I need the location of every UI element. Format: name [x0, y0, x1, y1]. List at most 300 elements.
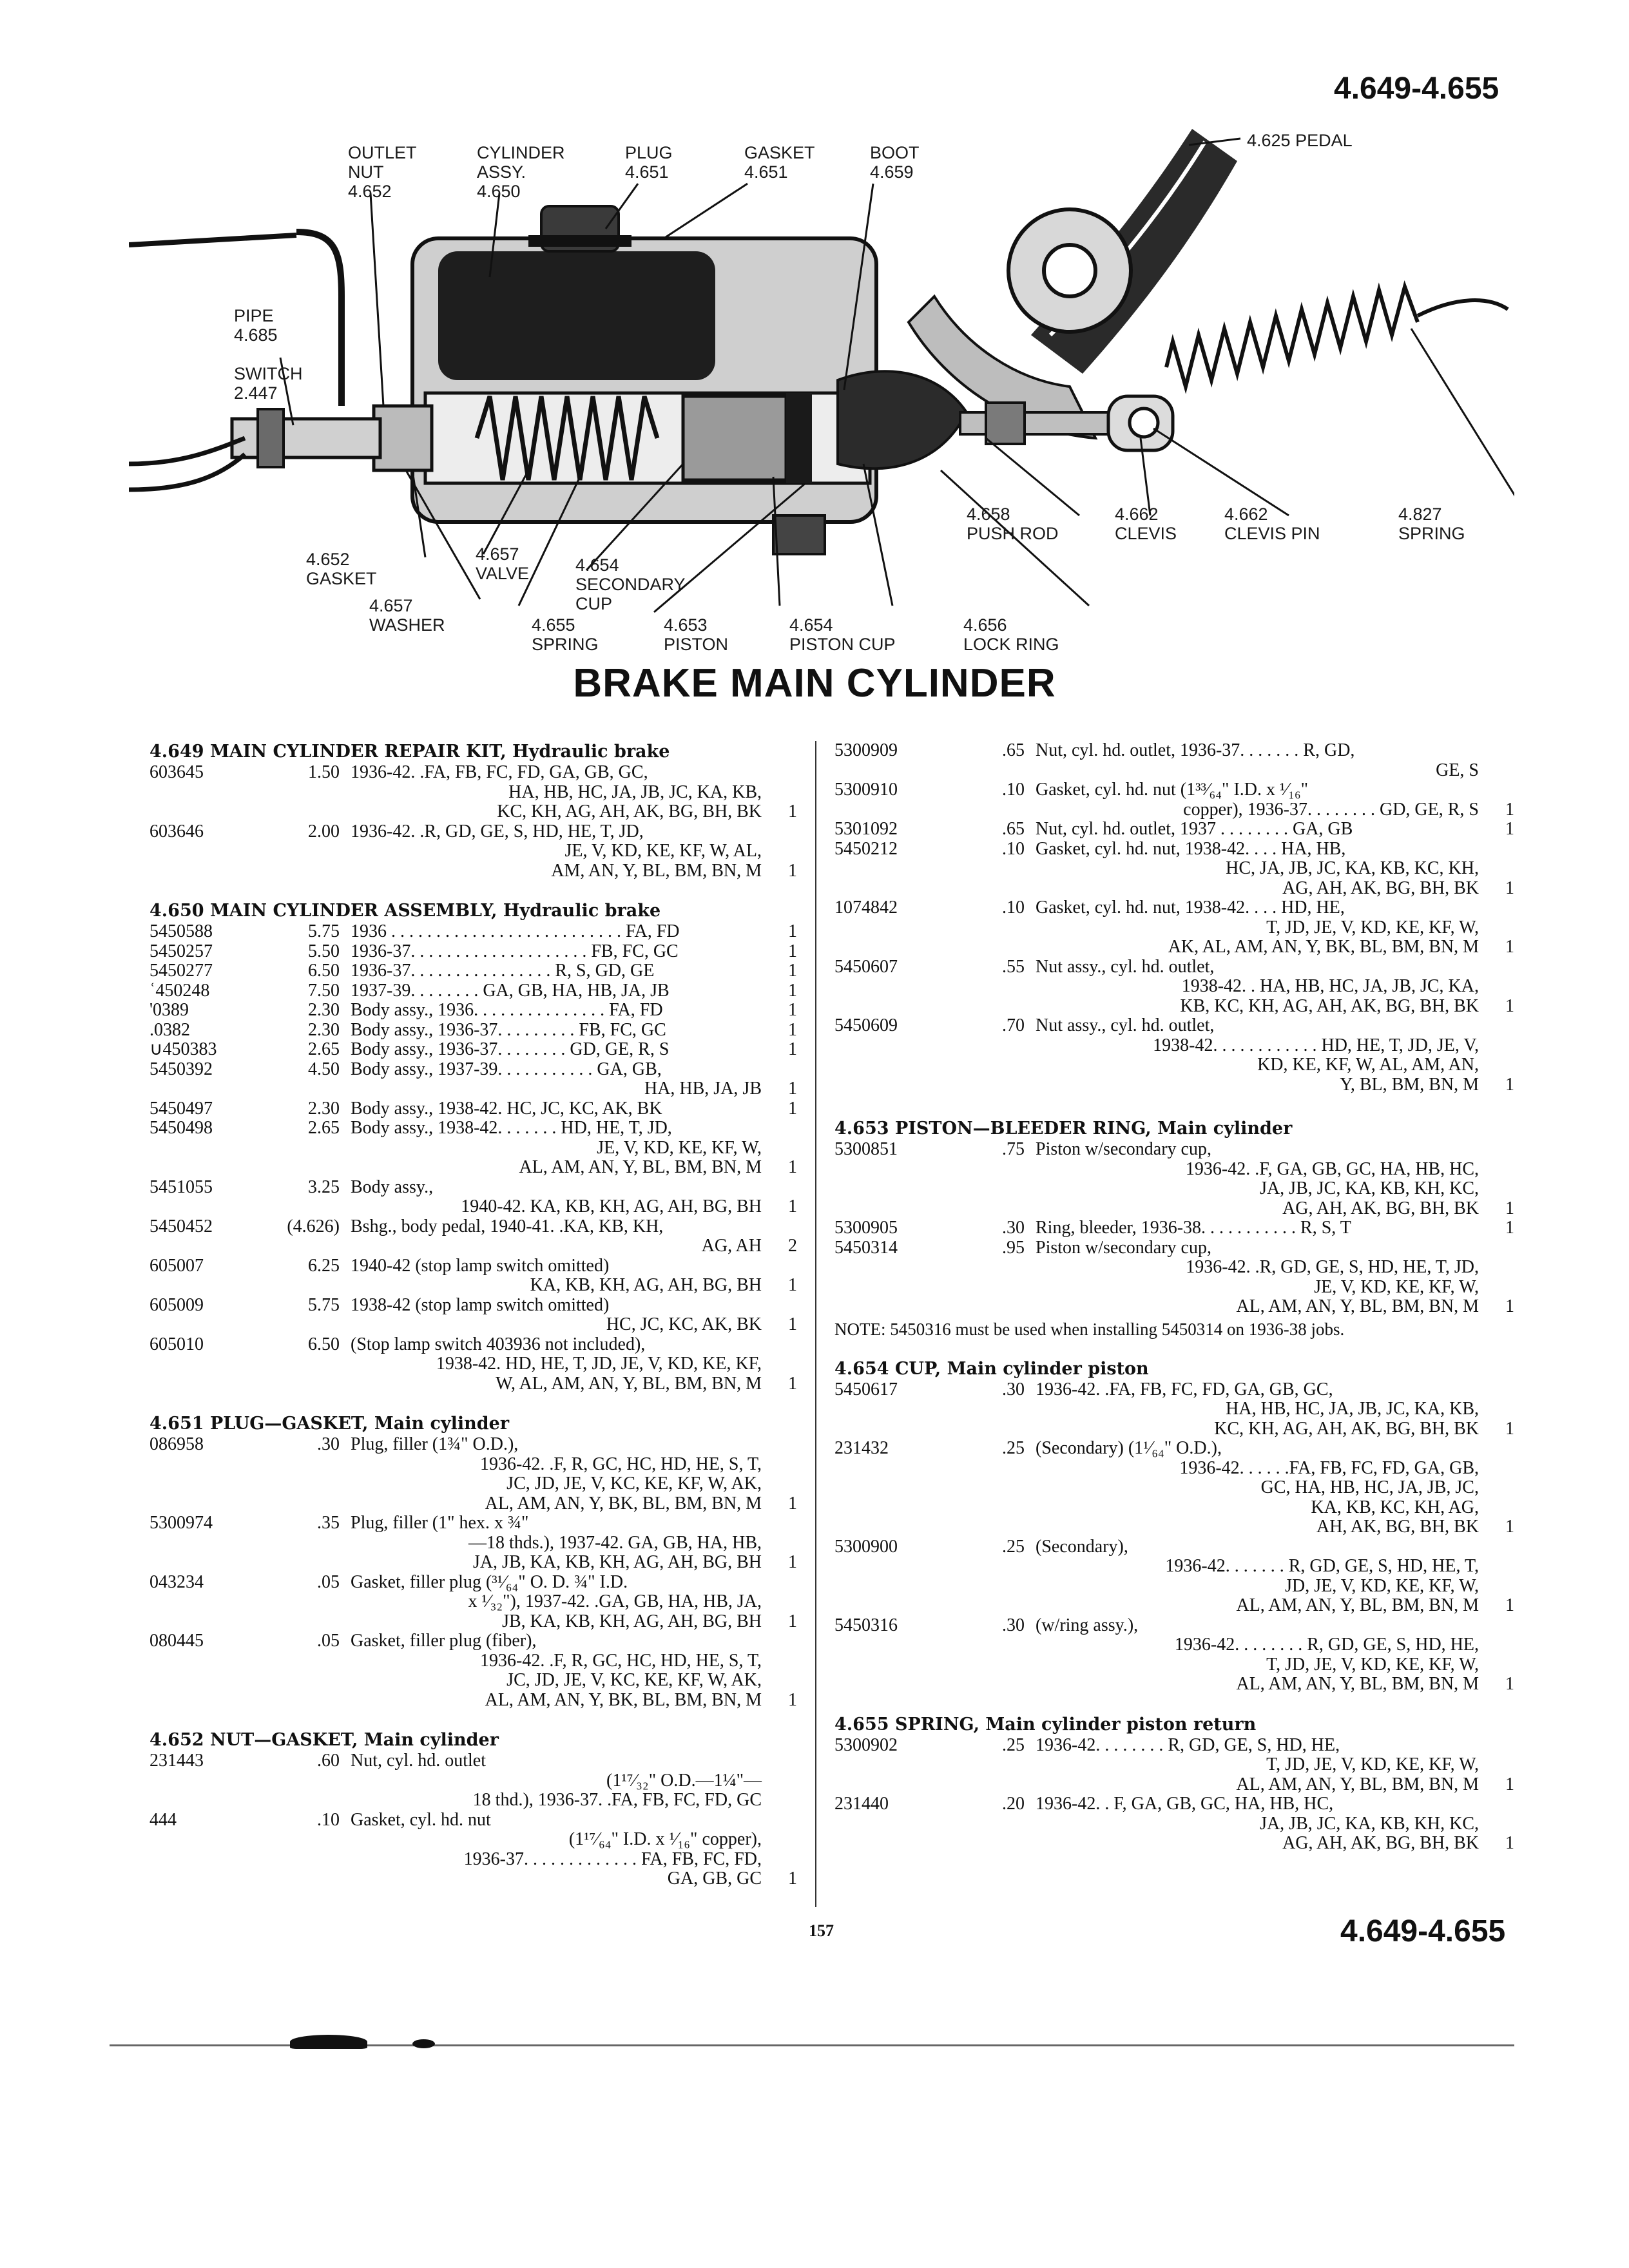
- description-line: JC, JD, JE, V, KC, KE, KF, W, AK,: [506, 1670, 762, 1690]
- description-line: 1936-37. . . . . . . . . . . . . FA, FB, FC, FD,: [463, 1849, 762, 1869]
- part-entry: [149, 922, 797, 942]
- part-description: [1036, 1537, 1479, 1616]
- part-entry: [834, 898, 1514, 957]
- description-line: Gasket, cyl. hd. nut (1³³⁄₆₄" I.D. x ¹⁄₁₆": [1036, 780, 1309, 800]
- part-quantity: 1: [788, 980, 797, 1001]
- part-quantity: 1: [1505, 1517, 1514, 1537]
- part-description: [1036, 1439, 1479, 1537]
- description-line: Gasket, cyl. hd. nut, 1938-42. . . . HA, HB,: [1036, 838, 1346, 859]
- callout-switch: [234, 364, 302, 403]
- part-quantity: 1: [1505, 1674, 1514, 1694]
- description-line: (1¹⁷⁄₃₂" O.D.—1¼"—: [606, 1770, 762, 1791]
- description-line: Nut assy., cyl. hd. outlet,: [1036, 956, 1215, 977]
- description-line: Gasket, cyl. hd. nut: [351, 1809, 491, 1830]
- part-price: 2.30: [308, 1098, 340, 1119]
- description-line: Piston w/secondary cup,: [1036, 1139, 1211, 1159]
- description-line: JE, V, KD, KE, KF, W, AL,: [564, 841, 762, 861]
- part-number: 5450607: [834, 956, 898, 977]
- part-description: [1036, 1794, 1479, 1854]
- part-price: 6.50: [308, 961, 340, 981]
- part-entry: [834, 1794, 1514, 1854]
- part-entry: [149, 1001, 797, 1021]
- part-entry: [149, 961, 797, 981]
- callout-text: 4.652: [348, 182, 392, 201]
- callout-text: WASHER: [369, 615, 445, 635]
- right-parts-column: [834, 741, 1514, 1854]
- part-entry: [149, 981, 797, 1001]
- description-line: Nut, cyl. hd. outlet: [351, 1751, 486, 1771]
- part-price: 3.25: [308, 1177, 340, 1197]
- part-description: [351, 1060, 762, 1099]
- part-entry: [834, 1218, 1514, 1238]
- part-entry: [149, 1573, 797, 1632]
- description-line: (Secondary) (1¹⁄₆₄" O.D.),: [1036, 1438, 1222, 1458]
- description-line: Ring, bleeder, 1936-38. . . . . . . . . . . R, S, T: [1036, 1218, 1351, 1238]
- part-number: 5450497: [149, 1098, 213, 1119]
- description-line: 1936-42. . F, GA, GB, GC, HA, HB, HC,: [1036, 1794, 1334, 1814]
- callout-push-rod: [967, 505, 1059, 543]
- part-description: [351, 763, 762, 822]
- description-line: Piston w/secondary cup,: [1036, 1237, 1211, 1258]
- part-price: .55: [1002, 956, 1025, 977]
- part-quantity: 1: [788, 1314, 797, 1334]
- part-quantity: 1: [1505, 878, 1514, 898]
- description-line: 1936-42. . . . . . . R, GD, GE, S, HD, HE, T,: [1165, 1556, 1479, 1576]
- description-line: JA, JB, JC, KA, KB, KH, KC,: [1260, 1178, 1479, 1198]
- part-number: 5451055: [149, 1177, 213, 1197]
- scan-smudge: [412, 2039, 435, 2048]
- description-line: GA, GB, GC: [667, 1869, 762, 1888]
- description-line: 1936-42. .FA, FB, FC, FD, GA, GB, GC,: [1036, 1379, 1333, 1399]
- part-price: 2.30: [308, 1000, 340, 1020]
- part-price: .35: [317, 1513, 340, 1533]
- part-entry: [149, 1435, 797, 1514]
- part-entry: [834, 780, 1514, 820]
- part-number: 5450617: [834, 1379, 898, 1399]
- part-number: 086958: [149, 1434, 204, 1454]
- description-line: KC, KH, AG, AH, AK, BG, BH, BK: [1214, 1418, 1479, 1439]
- part-description: [351, 1119, 762, 1178]
- part-price: .75: [1002, 1139, 1025, 1159]
- callout-outlet-nut: [348, 143, 417, 201]
- description-line: 1938-42 (stop lamp switch omitted): [351, 1294, 610, 1315]
- part-description: [351, 1178, 762, 1217]
- part-entry: [149, 1178, 797, 1217]
- description-line: JC, JD, JE, V, KC, KE, KF, W, AK,: [506, 1474, 762, 1494]
- description-line: Body assy., 1936-37. . . . . . . . GD, GE, R, S: [351, 1039, 670, 1059]
- part-quantity: 1: [788, 860, 797, 881]
- description-line: HA, HB, JA, JB: [644, 1079, 762, 1099]
- description-line: AG, AH, AK, BG, BH, BK: [1282, 1198, 1479, 1218]
- callout-washer: [369, 596, 445, 635]
- description-line: JE, V, KD, KE, KF, W,: [597, 1137, 762, 1158]
- part-description: [1036, 957, 1479, 1017]
- part-price: .10: [1002, 898, 1025, 918]
- callout-text: 4.650: [477, 182, 521, 201]
- description-line: Plug, filler (1¾" O.D.),: [351, 1434, 519, 1454]
- callout-text: VALVE: [476, 564, 530, 583]
- part-description: [1036, 1380, 1479, 1439]
- section-heading: 4.652 NUT—GASKET, Main cylinder: [149, 1730, 499, 1750]
- callout-text: SECONDARY: [575, 575, 686, 594]
- callout-text: NUT: [348, 162, 384, 182]
- part-quantity: 1: [788, 961, 797, 981]
- description-line: (Secondary),: [1036, 1536, 1128, 1557]
- part-number: 080445: [149, 1631, 204, 1651]
- description-line: 1938-42. . HA, HB, HC, JA, JB, JC, KA,: [1181, 976, 1479, 996]
- part-number: 605009: [149, 1294, 204, 1315]
- callout-piston: [664, 615, 728, 654]
- part-entry: [149, 1751, 797, 1811]
- part-number: 231432: [834, 1438, 889, 1458]
- part-price: 6.50: [308, 1334, 340, 1354]
- part-number: 5450277: [149, 961, 213, 981]
- callout-text: 4.653: [664, 615, 708, 635]
- description-line: AK, AL, AM, AN, Y, BK, BL, BM, BN, M: [1168, 937, 1479, 957]
- description-line: HA, HB, HC, JA, JB, JC, KA, KB,: [1226, 1399, 1479, 1419]
- section-heading: 4.655 SPRING, Main cylinder piston return: [834, 1714, 1257, 1735]
- part-price: .30: [1002, 1218, 1025, 1238]
- part-description: [351, 1514, 762, 1573]
- part-description: [351, 1435, 762, 1514]
- part-quantity: 1: [788, 941, 797, 961]
- part-entry: [149, 1119, 797, 1178]
- part-price: 2.65: [308, 1039, 340, 1059]
- part-price: 5.50: [308, 941, 340, 961]
- part-number: 605010: [149, 1334, 204, 1354]
- part-price: (4.626): [287, 1216, 340, 1236]
- callout-text: PUSH ROD: [967, 524, 1059, 543]
- part-quantity: 1: [1505, 1774, 1514, 1794]
- description-line: Y, BL, BM, BN, M: [1340, 1074, 1479, 1095]
- callout-gasket: [744, 143, 815, 182]
- callout-text: SPRING: [1398, 524, 1465, 543]
- part-entry: [149, 1514, 797, 1573]
- part-description: [351, 1573, 762, 1632]
- part-entry: [834, 1238, 1514, 1317]
- callout-text: 4.659: [870, 162, 914, 182]
- part-quantity: 1: [788, 1079, 797, 1099]
- part-quantity: 1: [1505, 799, 1514, 820]
- part-description: [351, 1751, 762, 1811]
- part-number: 5300910: [834, 780, 898, 800]
- description-line: Bshg., body pedal, 1940-41. .KA, KB, KH,: [351, 1216, 664, 1236]
- part-quantity: 1: [788, 1869, 797, 1888]
- callout-text: 4.651: [625, 162, 669, 182]
- page-range-header: 4.649-4.655: [1334, 72, 1499, 106]
- section-heading: 4.651 PLUG—GASKET, Main cylinder: [149, 1414, 510, 1434]
- callout-gasket-652: [306, 550, 377, 588]
- description-line: 1936-42. .F, GA, GB, GC, HA, HB, HC,: [1185, 1158, 1479, 1179]
- description-line: JD, JE, V, KD, KE, KF, W,: [1285, 1575, 1479, 1596]
- part-entry: [834, 741, 1514, 780]
- part-entry: [834, 1439, 1514, 1537]
- part-description: [1036, 1616, 1479, 1695]
- callout-text: 4.827: [1398, 505, 1442, 524]
- part-price: 4.50: [308, 1059, 340, 1079]
- part-entry: [149, 1021, 797, 1041]
- part-description: [351, 1099, 762, 1119]
- part-description: [351, 1021, 762, 1041]
- callout-text: 4.652: [306, 550, 350, 569]
- description-line: (Stop lamp switch 403936 not included),: [351, 1334, 646, 1354]
- part-price: .25: [1002, 1735, 1025, 1755]
- part-description: [351, 922, 762, 942]
- section-note: NOTE: 5450316 must be used when installing 5450314 on 1936-38 jobs.: [834, 1319, 1345, 1339]
- description-line: KA, KB, KC, KH, AG,: [1311, 1497, 1479, 1517]
- description-line: GE, S: [1436, 760, 1479, 780]
- part-quantity: 1: [788, 1000, 797, 1020]
- description-line: Nut assy., cyl. hd. outlet,: [1036, 1015, 1215, 1035]
- callout-text: GASKET: [744, 143, 815, 162]
- description-line: T, JD, JE, V, KD, KE, KF, W,: [1266, 1654, 1479, 1675]
- part-entry: [834, 957, 1514, 1017]
- callout-text: CUP: [575, 594, 613, 613]
- description-line: KD, KE, KF, W, AL, AM, AN,: [1257, 1055, 1479, 1075]
- description-line: HA, HB, HC, JA, JB, JC, KA, KB,: [508, 782, 762, 802]
- part-price: 7.50: [308, 980, 340, 1001]
- description-line: HC, JA, JB, JC, KA, KB, KC, KH,: [1226, 858, 1479, 878]
- description-line: 1936-37. . . . . . . . . . . . . . . . . . . . FB, FC, GC: [351, 941, 679, 961]
- part-quantity: 1: [1505, 1595, 1514, 1615]
- description-line: 1936-42. . . . . .FA, FB, FC, FD, GA, GB,: [1179, 1457, 1479, 1478]
- part-quantity: 1: [788, 802, 797, 822]
- scan-smudge: [290, 2035, 367, 2049]
- part-number: 5450498: [149, 1118, 213, 1138]
- part-number: 5450212: [834, 838, 898, 859]
- description-line: 1937-39. . . . . . . . GA, GB, HA, HB, JA, JB: [351, 980, 670, 1001]
- callout-spring-655: [532, 615, 599, 654]
- description-line: Body assy., 1938-42. HC, JC, KC, AK, BK: [351, 1098, 662, 1119]
- part-quantity: 1: [1505, 1074, 1514, 1095]
- description-line: T, JD, JE, V, KD, KE, KF, W,: [1266, 1754, 1479, 1774]
- part-description: [1036, 1218, 1479, 1238]
- callout-secondary-cup: [575, 555, 686, 613]
- part-description: [351, 942, 762, 962]
- part-description: [1036, 780, 1479, 820]
- description-line: AL, AM, AN, Y, BL, BM, BN, M: [519, 1157, 762, 1177]
- callout-text: PISTON CUP: [789, 635, 896, 654]
- part-price: 1.50: [308, 762, 340, 782]
- part-entry: [834, 1016, 1514, 1095]
- description-line: copper), 1936-37. . . . . . . . GD, GE, R, S: [1183, 799, 1479, 820]
- callout-text: CYLINDER: [477, 143, 565, 162]
- part-description: [351, 981, 762, 1001]
- callout-text: 4.658: [967, 505, 1010, 524]
- description-line: 1936-42. . . . . . . . R, GD, GE, S, HD, HE,: [1036, 1735, 1340, 1755]
- part-number: 5450316: [834, 1615, 898, 1635]
- description-line: Gasket, filler plug (fiber),: [351, 1631, 537, 1651]
- part-number: 5450588: [149, 921, 213, 941]
- description-line: —18 thds.), 1937-42. GA, GB, HA, HB,: [468, 1532, 762, 1553]
- callout-cylinder-assy: [477, 143, 565, 201]
- part-number: 5450257: [149, 941, 213, 961]
- part-quantity: 1: [788, 1019, 797, 1040]
- callout-text: PIPE: [234, 306, 274, 325]
- part-description: [351, 822, 762, 881]
- callout-text: 4.651: [744, 162, 788, 182]
- part-price: 2.65: [308, 1118, 340, 1138]
- part-number: 5300905: [834, 1218, 898, 1238]
- part-quantity: 1: [788, 1552, 797, 1572]
- callout-text: 2.447: [234, 383, 278, 403]
- page-title: BRAKE MAIN CYLINDER: [573, 661, 1056, 706]
- section-heading: 4.653 PISTON—BLEEDER RING, Main cylinder: [834, 1119, 1293, 1139]
- part-number: 043234: [149, 1571, 204, 1592]
- part-number: 5300974: [149, 1513, 213, 1533]
- part-description: [1036, 1140, 1479, 1218]
- part-description: [351, 1811, 762, 1889]
- callout-boot: [870, 143, 920, 182]
- part-description: [1036, 1238, 1479, 1317]
- description-line: 1938-42. . . . . . . . . . . . HD, HE, T, JD, JE, V,: [1153, 1035, 1479, 1055]
- part-quantity: 1: [788, 1196, 797, 1216]
- part-quantity: 1: [788, 921, 797, 941]
- part-quantity: 1: [1505, 995, 1514, 1016]
- description-line: Nut, cyl. hd. outlet, 1936-37. . . . . . . R, GD,: [1036, 740, 1355, 760]
- description-line: 1940-42. KA, KB, KH, AG, AH, BG, BH: [461, 1196, 762, 1216]
- part-number: 231440: [834, 1794, 889, 1814]
- callout-text: 4.654: [575, 555, 619, 575]
- part-entry: [149, 1099, 797, 1119]
- callout-piston-cup: [789, 615, 896, 654]
- part-quantity: 1: [1505, 1418, 1514, 1439]
- description-line: Plug, filler (1" hex. x ¾": [351, 1513, 529, 1533]
- part-quantity: 1: [1505, 1198, 1514, 1218]
- description-line: AL, AM, AN, Y, BL, BM, BN, M: [1236, 1774, 1479, 1794]
- part-price: .05: [317, 1571, 340, 1592]
- callout-text: 4.656: [963, 615, 1007, 635]
- part-price: .95: [1002, 1237, 1025, 1258]
- callout-clevis-pin: [1224, 505, 1320, 543]
- description-line: 1938-42. HD, HE, T, JD, JE, V, KD, KE, KF,: [436, 1354, 762, 1374]
- part-description: [1036, 840, 1479, 899]
- description-line: (w/ring assy.),: [1036, 1615, 1139, 1635]
- description-line: 1936-42. .R, GD, GE, S, HD, HE, T, JD,: [1186, 1257, 1479, 1277]
- part-entry: [149, 1811, 797, 1889]
- part-number: 5450392: [149, 1059, 213, 1079]
- description-line: JA, JB, JC, KA, KB, KH, KC,: [1260, 1813, 1479, 1834]
- part-number: 231443: [149, 1751, 204, 1771]
- left-parts-column: [149, 741, 797, 1889]
- part-description: [351, 1040, 762, 1060]
- part-price: .10: [1002, 838, 1025, 859]
- description-line: 1936-42. .R, GD, GE, S, HD, HE, T, JD,: [351, 821, 644, 841]
- description-line: AL, AM, AN, Y, BK, BL, BM, BN, M: [485, 1689, 762, 1710]
- part-price: .20: [1002, 1794, 1025, 1814]
- part-number: 5450452: [149, 1216, 213, 1236]
- column-divider: [815, 741, 816, 1907]
- part-price: .65: [1002, 740, 1025, 760]
- description-line: 1936-42. .FA, FB, FC, FD, GA, GB, GC,: [351, 762, 648, 782]
- part-price: .30: [1002, 1379, 1025, 1399]
- callout-text: CLEVIS: [1115, 524, 1177, 543]
- callout-clevis: [1115, 505, 1177, 543]
- description-line: 1936 . . . . . . . . . . . . . . . . . . . . . . . . . . FA, FD: [351, 921, 680, 941]
- callout-pipe: [234, 306, 278, 345]
- part-quantity: 1: [788, 1611, 797, 1631]
- callout-text: GASKET: [306, 569, 377, 588]
- description-line: AM, AN, Y, BL, BM, BN, M: [551, 860, 762, 881]
- part-quantity: 1: [788, 1098, 797, 1119]
- description-line: Body assy., 1937-39. . . . . . . . . . . GA, GB,: [351, 1059, 662, 1079]
- part-quantity: 1: [788, 1039, 797, 1059]
- part-description: [1036, 741, 1479, 780]
- part-description: [351, 961, 762, 981]
- part-entry: [149, 1256, 797, 1296]
- callout-text: 4.655: [532, 615, 575, 635]
- callout-text: PLUG: [625, 143, 673, 162]
- description-line: AH, AK, BG, BH, BK: [1316, 1517, 1479, 1537]
- part-number: 603646: [149, 821, 204, 841]
- part-entry: [834, 1616, 1514, 1695]
- part-number: 5300851: [834, 1139, 898, 1159]
- part-entry: [834, 820, 1514, 840]
- callout-text: SWITCH: [234, 364, 303, 383]
- part-entry: [149, 1335, 797, 1394]
- section-heading: 4.649 MAIN CYLINDER REPAIR KIT, Hydraulic brake: [149, 742, 670, 762]
- part-quantity: 1: [1505, 1833, 1514, 1853]
- description-line: 1940-42 (stop lamp switch omitted): [351, 1255, 610, 1276]
- part-price: .25: [1002, 1536, 1025, 1557]
- description-line: AG, AH: [701, 1236, 762, 1256]
- description-line: Body assy., 1936-37. . . . . . . . . FB, FC, GC: [351, 1019, 666, 1040]
- description-line: AL, AM, AN, Y, BL, BM, BN, M: [1236, 1296, 1479, 1316]
- callout-text: BOOT: [870, 143, 920, 162]
- part-price: 5.75: [308, 921, 340, 941]
- part-quantity: 1: [1505, 819, 1514, 839]
- part-price: .60: [317, 1751, 340, 1771]
- section-heading: 4.650 MAIN CYLINDER ASSEMBLY, Hydraulic brake: [149, 901, 661, 921]
- description-line: Body assy., 1936. . . . . . . . . . . . . . . FA, FD: [351, 1000, 663, 1020]
- description-line: T, JD, JE, V, KD, KE, KF, W,: [1266, 917, 1479, 937]
- section-heading: 4.654 CUP, Main cylinder piston: [834, 1358, 1149, 1379]
- description-line: GC, HA, HB, HC, JA, JB, JC,: [1260, 1477, 1479, 1497]
- part-description: [351, 1256, 762, 1296]
- part-price: 6.25: [308, 1255, 340, 1276]
- part-price: .65: [1002, 819, 1025, 839]
- description-line: Gasket, filler plug (³¹⁄₆₄" O. D. ¾" I.D.: [351, 1571, 628, 1592]
- description-line: KA, KB, KH, AG, AH, BG, BH: [530, 1275, 762, 1295]
- part-number: 5450609: [834, 1015, 898, 1035]
- part-number: 603645: [149, 762, 204, 782]
- page-range-footer: 4.649-4.655: [1340, 1914, 1506, 1948]
- part-description: [351, 1001, 762, 1021]
- callout-valve: [476, 544, 529, 583]
- part-price: .10: [1002, 780, 1025, 800]
- description-line: KB, KC, KH, AG, AH, AK, BG, BH, BK: [1180, 995, 1479, 1016]
- callout-text: 4.662: [1115, 505, 1159, 524]
- part-entry: [149, 1060, 797, 1099]
- part-quantity: 2: [788, 1236, 797, 1256]
- description-line: Nut, cyl. hd. outlet, 1937 . . . . . . . . GA, GB: [1036, 819, 1353, 839]
- part-quantity: 1: [788, 1157, 797, 1177]
- page-number: 157: [809, 1921, 834, 1940]
- part-quantity: 1: [788, 1493, 797, 1514]
- description-line: 18 thd.), 1936-37. .FA, FB, FC, FD, GC: [472, 1790, 762, 1810]
- part-number: 5300900: [834, 1536, 898, 1557]
- description-line: Gasket, cyl. hd. nut, 1938-42. . . . HD, HE,: [1036, 898, 1345, 918]
- callout-text: LOCK RING: [963, 635, 1059, 654]
- part-entry: [149, 1631, 797, 1710]
- callout-text: SPRING: [532, 635, 599, 654]
- part-entry: [149, 1217, 797, 1256]
- callout-text: 4.657: [476, 544, 519, 564]
- part-quantity: 1: [1505, 1296, 1514, 1316]
- description-line: Body assy., 1938-42. . . . . . . HD, HE, T, JD,: [351, 1118, 672, 1138]
- description-line: x ¹⁄₃₂"), 1937-42. .GA, GB, HA, HB, JA,: [468, 1591, 762, 1611]
- part-price: .30: [317, 1434, 340, 1454]
